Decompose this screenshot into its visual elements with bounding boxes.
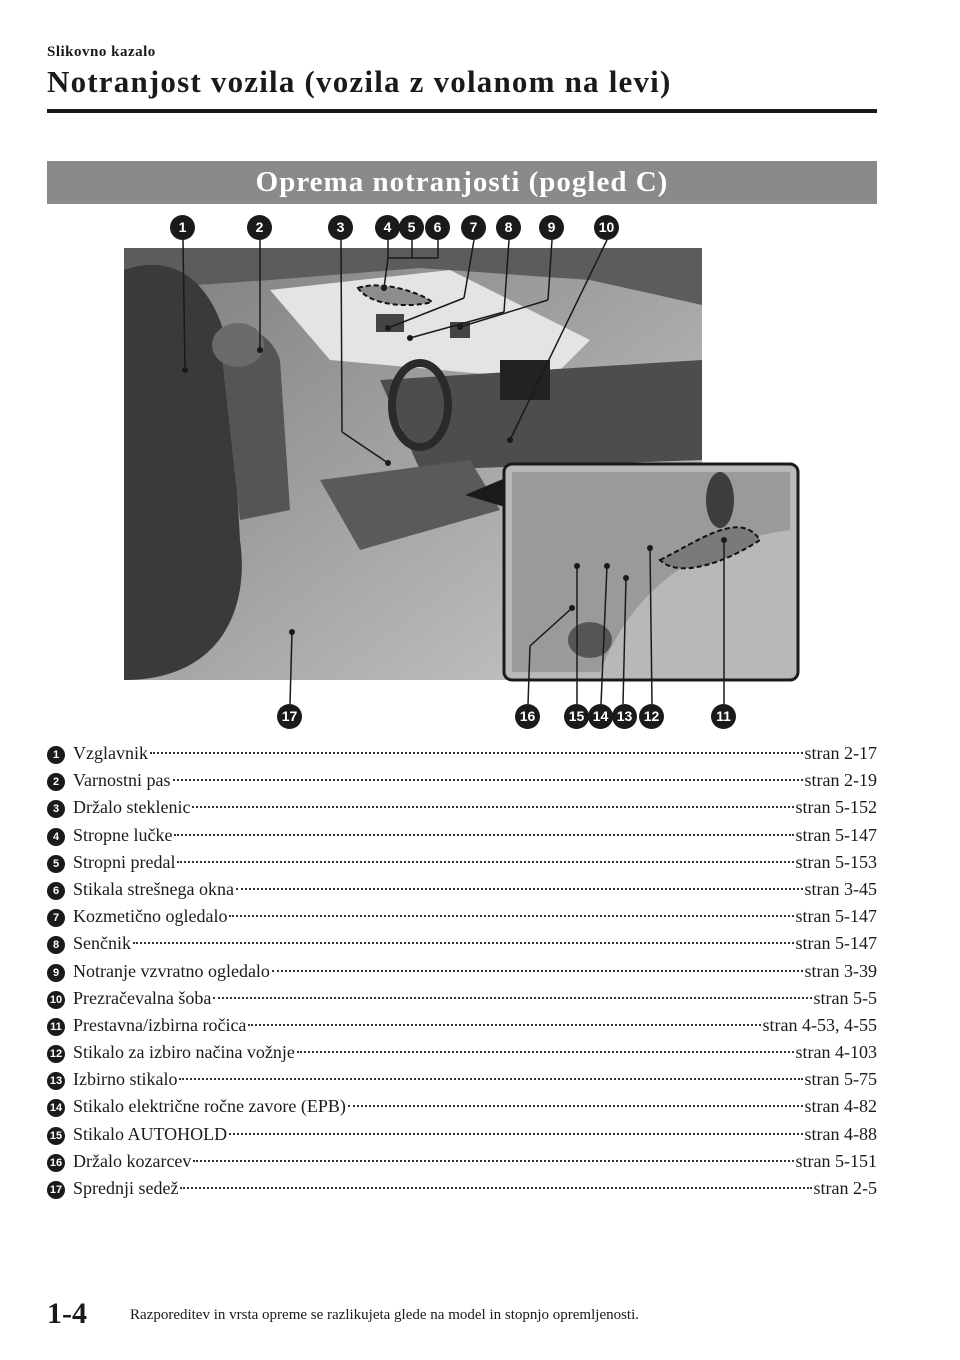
item-number: 5 (47, 855, 65, 873)
page-reference: stran 5-147 (795, 933, 877, 954)
item-label: Stropne lučke (73, 824, 173, 845)
dot-leader (193, 1159, 793, 1162)
section-label: Slikovno kazalo (47, 44, 156, 60)
page-reference: stran 5-75 (804, 1069, 877, 1090)
item-number: 17 (47, 1181, 65, 1199)
dot-leader (348, 1104, 803, 1107)
callout-7: 7 (461, 215, 486, 240)
list-item (47, 849, 877, 876)
list-item (47, 767, 877, 794)
item-label: Držalo steklenic (73, 797, 191, 818)
section-banner: Oprema notranjosti (pogled C) (47, 161, 877, 204)
page-reference: stran 4-88 (804, 1123, 877, 1144)
dot-leader (173, 778, 803, 781)
list-item (47, 1093, 877, 1120)
callout-1: 1 (170, 215, 195, 240)
list-item (47, 1175, 877, 1202)
page-reference: stran 3-45 (804, 878, 877, 899)
item-label: Stikala strešnega okna (73, 878, 234, 899)
item-label: Stropni predal (73, 851, 176, 872)
inset-shifter-knob (706, 472, 734, 528)
page-reference: stran 2-17 (804, 743, 877, 763)
dot-leader (229, 1132, 802, 1135)
item-label: Sprednji sedež (73, 1178, 179, 1198)
dot-leader (179, 1077, 802, 1080)
item-label: Stikalo električne ročne zavore (EPB) (73, 1096, 346, 1117)
interior-illustration (120, 210, 810, 740)
item-label: Držalo kozarcev (73, 1150, 192, 1171)
item-number: 14 (47, 1099, 65, 1117)
callout-12: 12 (639, 704, 664, 729)
dot-leader (236, 887, 803, 890)
callout-16: 16 (515, 704, 540, 729)
list-item (47, 1012, 877, 1039)
item-number: 15 (47, 1127, 65, 1145)
item-label: Stikalo za izbiro načina vožnje (73, 1042, 295, 1063)
list-item (47, 1148, 877, 1175)
list-item (47, 1039, 877, 1066)
dot-leader (229, 914, 793, 917)
callout-6: 6 (425, 215, 450, 240)
headrest (212, 323, 264, 367)
list-item (47, 794, 877, 821)
inset-cupholder (568, 622, 612, 658)
dot-leader (180, 1186, 811, 1189)
page-reference: stran 4-103 (795, 1042, 877, 1063)
page-title: Notranjost vozila (vozila z volanom na levi) (47, 64, 672, 99)
dot-leader (297, 1050, 794, 1053)
callout-11: 11 (711, 704, 736, 729)
item-number: 10 (47, 991, 65, 1009)
item-number: 11 (47, 1018, 65, 1036)
callout-17: 17 (277, 704, 302, 729)
page-reference: stran 5-151 (795, 1150, 877, 1171)
item-number: 7 (47, 909, 65, 927)
item-number: 13 (47, 1072, 65, 1090)
item-number: 1 (47, 746, 65, 764)
callout-3: 3 (328, 215, 353, 240)
item-number: 9 (47, 964, 65, 982)
page-reference: stran 5-147 (795, 824, 877, 845)
list-item (47, 958, 877, 985)
item-label: Izbirno stikalo (73, 1069, 178, 1090)
page-reference: stran 4-82 (804, 1096, 877, 1117)
index-list (47, 740, 877, 1202)
page-reference: stran 4-53, 4-55 (762, 1014, 877, 1035)
page-reference: stran 5-152 (795, 797, 877, 818)
callout-8: 8 (496, 215, 521, 240)
callout-2: 2 (247, 215, 272, 240)
item-label: Notranje vzvratno ogledalo (73, 960, 270, 981)
dot-leader (133, 941, 794, 944)
item-label: Stikalo AUTOHOLD (73, 1123, 228, 1144)
list-item (47, 740, 877, 767)
list-item (47, 1121, 877, 1148)
callout-13: 13 (612, 704, 637, 729)
callout-4: 4 (375, 215, 400, 240)
item-number: 16 (47, 1154, 65, 1172)
item-number: 2 (47, 773, 65, 791)
interior-drawing (120, 210, 810, 740)
item-label: Prestavna/izbirna ročica (73, 1014, 247, 1035)
page-reference: stran 3-39 (804, 960, 877, 981)
dot-leader (213, 996, 811, 999)
item-number: 4 (47, 828, 65, 846)
callout-15: 15 (564, 704, 589, 729)
list-item (47, 876, 877, 903)
dot-leader (177, 860, 793, 863)
callout-9: 9 (539, 215, 564, 240)
list-item (47, 903, 877, 930)
footnote: Razporeditev in vrsta opreme se razlikujeta glede na model in stopnjo opremljenosti. (130, 1307, 640, 1323)
callout-10: 10 (594, 215, 619, 240)
page-reference: stran 5-147 (795, 906, 877, 927)
callout-5: 5 (399, 215, 424, 240)
dot-leader (192, 805, 793, 808)
item-label: Prezračevalna šoba (73, 987, 212, 1008)
list-item (47, 930, 877, 957)
display-screen (500, 360, 550, 400)
title-rule (47, 109, 877, 113)
list-item (47, 985, 877, 1012)
item-label: Vzglavnik (73, 743, 148, 763)
item-label: Senčnik (73, 933, 131, 954)
item-number: 12 (47, 1045, 65, 1063)
dot-leader (272, 969, 803, 972)
dot-leader (150, 751, 803, 754)
item-number: 3 (47, 800, 65, 818)
list-item (47, 822, 877, 849)
page-reference: stran 2-19 (804, 770, 877, 791)
page-number: 1-4 (47, 1297, 87, 1330)
dot-leader (174, 833, 793, 836)
page-reference: stran 5-153 (795, 851, 877, 872)
list-item (47, 1066, 877, 1093)
item-number: 6 (47, 882, 65, 900)
callout-14: 14 (588, 704, 613, 729)
page-reference: stran 5-5 (813, 987, 877, 1008)
dot-leader (248, 1023, 760, 1026)
page-reference: stran 2-5 (813, 1178, 877, 1198)
item-label: Kozmetično ogledalo (73, 906, 228, 927)
item-label: Varnostni pas (73, 770, 171, 791)
item-number: 8 (47, 936, 65, 954)
